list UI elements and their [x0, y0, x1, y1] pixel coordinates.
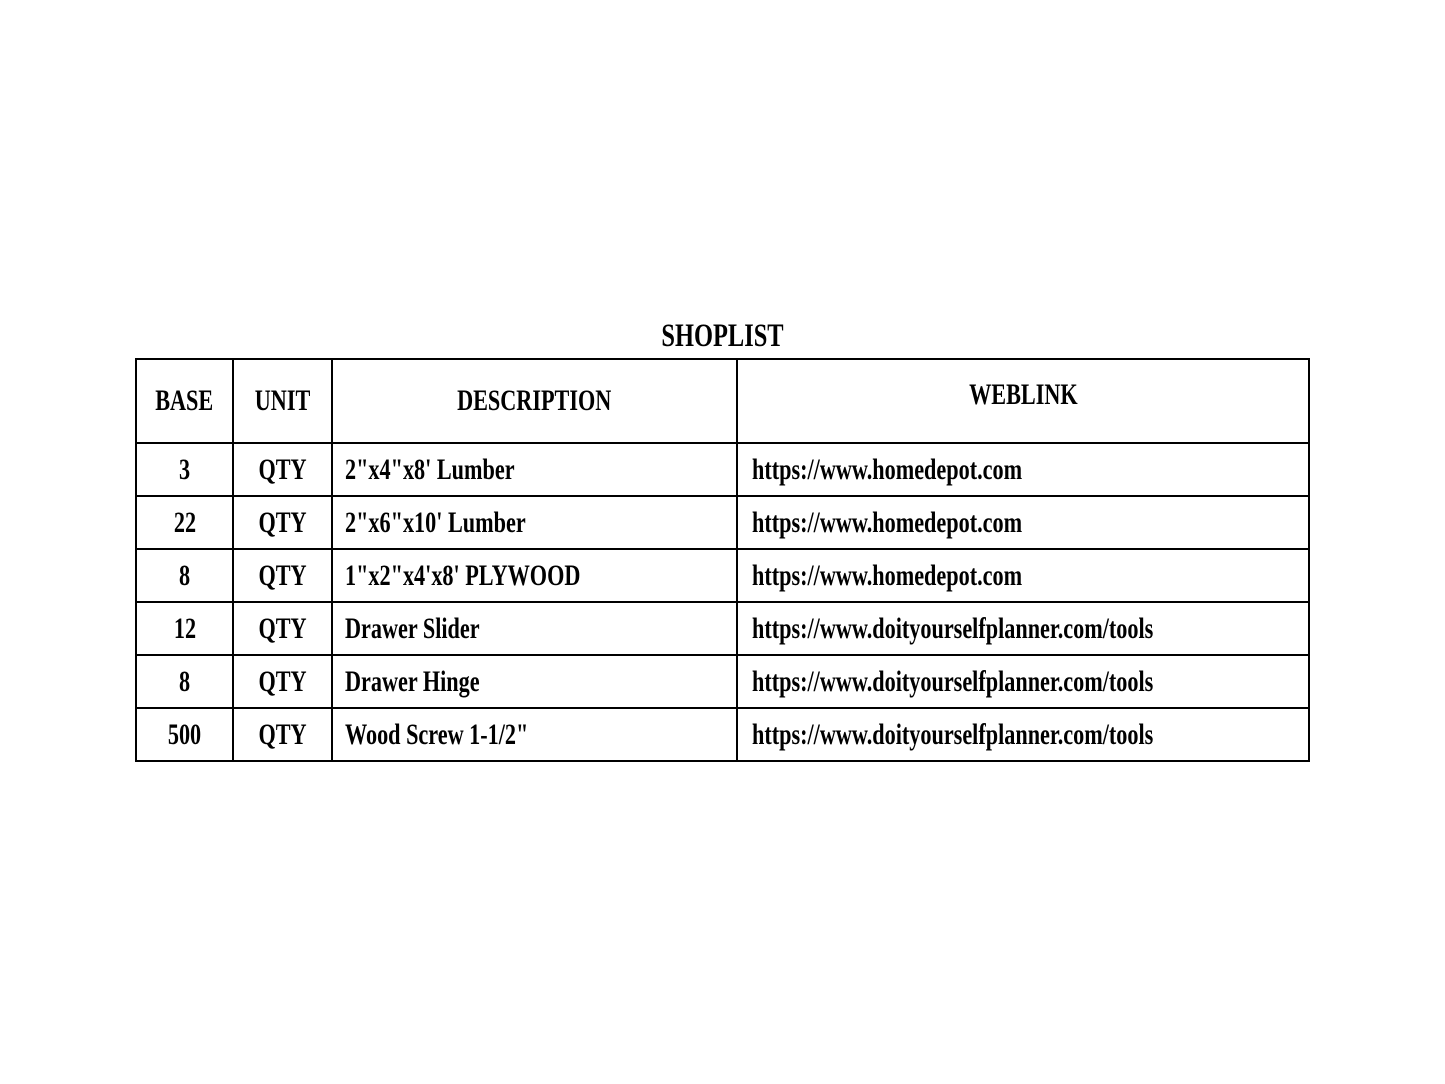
table-row [136, 708, 1309, 761]
cell-unit: QTY [233, 708, 332, 761]
cell-unit: QTY [233, 655, 332, 708]
cell-description: 2"x4"x8' Lumber [332, 443, 737, 496]
cell-base: 500 [136, 708, 233, 761]
cell-weblink[interactable] [737, 602, 1309, 655]
cell-description: 2"x6"x10' Lumber [332, 496, 737, 549]
cell-description: Drawer Slider [332, 602, 737, 655]
cell-base: 3 [136, 443, 233, 496]
cell-base: 8 [136, 549, 233, 602]
weblink-text[interactable]: https://www.doityourselfplanner.com/tools [752, 664, 1154, 698]
cell-weblink[interactable] [737, 549, 1309, 602]
weblink-text[interactable]: https://www.homedepot.com [752, 505, 1023, 539]
table-row [136, 655, 1309, 708]
header-weblink: WEBLINK [737, 359, 1309, 443]
cell-weblink[interactable] [737, 708, 1309, 761]
cell-unit: QTY [233, 549, 332, 602]
header-unit: UNIT [233, 359, 332, 443]
weblink-text[interactable]: https://www.homedepot.com [752, 452, 1023, 486]
cell-unit: QTY [233, 496, 332, 549]
cell-description: Drawer Hinge [332, 655, 737, 708]
weblink-text[interactable]: https://www.homedepot.com [752, 558, 1023, 592]
cell-base: 12 [136, 602, 233, 655]
table-header-row [136, 359, 1309, 443]
page-title: SHOPLIST [661, 318, 784, 354]
table-row [136, 602, 1309, 655]
cell-base: 8 [136, 655, 233, 708]
cell-description: 1"x2"x4'x8' PLYWOOD [332, 549, 737, 602]
shoplist-table [135, 358, 1310, 762]
cell-base: 22 [136, 496, 233, 549]
cell-weblink[interactable] [737, 496, 1309, 549]
header-base: BASE [136, 359, 233, 443]
table-row [136, 443, 1309, 496]
weblink-text[interactable]: https://www.doityourselfplanner.com/tools [752, 611, 1154, 645]
cell-description: Wood Screw 1-1/2" [332, 708, 737, 761]
cell-unit: QTY [233, 602, 332, 655]
cell-weblink[interactable] [737, 655, 1309, 708]
weblink-text[interactable]: https://www.doityourselfplanner.com/tools [752, 717, 1154, 751]
cell-weblink[interactable] [737, 443, 1309, 496]
table-row [136, 496, 1309, 549]
header-description: DESCRIPTION [332, 359, 737, 443]
cell-unit: QTY [233, 443, 332, 496]
table-row [136, 549, 1309, 602]
